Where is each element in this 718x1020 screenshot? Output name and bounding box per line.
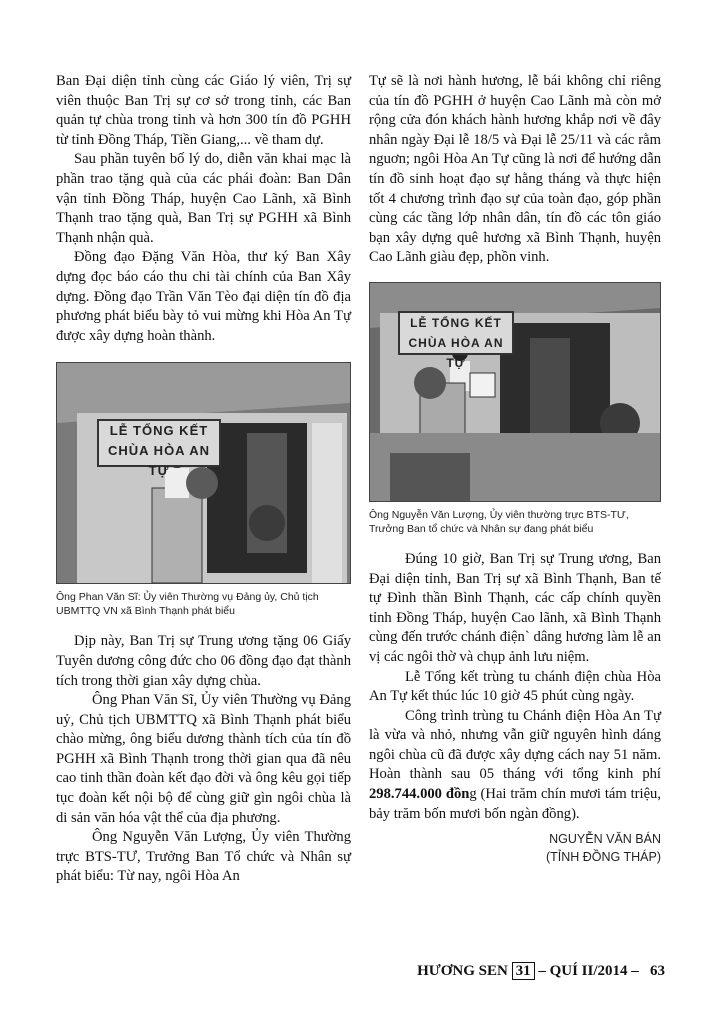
issue-number: 31 [512, 962, 535, 980]
left-column [56, 72, 351, 887]
page-number: 63 [650, 963, 665, 979]
photo-banner: LỄ TỔNG KẾT CHÙA HÒA AN TỰ [398, 311, 514, 355]
photo-caption: Ông Phan Văn Sĩ: Ủy viên Thường vụ Đảng ủy, Chủ tịch UBMTTQ VN xã Bình Thạnh phát biểu [56, 591, 319, 618]
paragraph: Tự sẽ là nơi hành hương, lễ bái không chỉ riêng của tín đồ PGHH ở huyện Cao Lãnh mà còn mở rộng cửa đón khách hành hương khắp nơi về đây nhân ngày Đại lễ 18/5 và Đại lễ 25/11 và các rằm nguơn; ngôi Hòa An Tự cũng là nơi để hướng dẫn tín đồ sinh hoạt đạo sự hằng tháng và thực hiện tốt 4 chương trình đạo sự của toàn đạo, góp phần cùng các tầng lớp nhân dân, tín đồ các tôn giáo bạn xây dựng quê hương xã Bình Thạnh, huyện Cao Lãnh giàu đẹp, phồn vinh. [369, 73, 661, 266]
photo-ceremony-speaker-left [56, 362, 351, 584]
article-signature [369, 830, 661, 866]
paragraph: Ông Phan Văn Sĩ, Ủy viên Thường vụ Đảng uỷ, Chủ tịch UBMTTQ xã Bình Thạnh phát biểu chào mừng, ông biểu dương thành tích của tín đồ PGHH xã Bình Thạnh trong thời gian qua đã nêu cao tinh thần đoàn kết đạo đời và ông kêu gọi tiếp tục đoàn kết nội bộ để cùng giữ gìn ngôi chùa là di sản văn hóa vật thể của địa phương. [56, 692, 351, 826]
issue-quarter: – QUÍ II/2014 – [538, 963, 639, 979]
photo-ceremony-speaker-right [369, 282, 661, 502]
paragraph: Ông Nguyễn Văn Lượng, Ủy viên Thường trực BTS-TƯ, Trưởng Ban Tổ chức và Nhân sự phát biểu: Từ nay, ngôi Hòa An [56, 829, 351, 885]
paragraph: Đúng 10 giờ, Ban Trị sự Trung ương, Ban Đại diện tỉnh, Ban Trị sự xã Bình Thạnh, Ban tế tự Đình thần Bình Thạnh, các cấp chính quyền tỉnh Đồng Tháp, huyện Cao lãnh, xã Bình Thạnh cùng đến trước chánh điện` dâng hương làm lễ an vị các ngôi thờ và chụp ảnh lưu niệm. [369, 550, 661, 665]
paragraph [369, 707, 661, 825]
author-location: (TỈNH ĐỒNG THÁP) [545, 850, 661, 865]
paragraph: Ban Đại diện tỉnh cùng các Giáo lý viên, Trị sự viên thuộc Ban Trị sự cơ sở trong tỉnh, các Ban quản tự chùa trong tỉnh và hơn 300 tín đồ PGHH từ tỉnh Đồng Tháp, Tiền Giang,... về tham dự. [56, 73, 351, 148]
author-name: NGUYỄN VĂN BÁN [549, 832, 661, 847]
paragraph-text: g (Hai trăm chín mươi tám triệu, bảy trăm bốn mươi bốn ngàn đồng). [369, 786, 661, 822]
paragraph: Sau phần tuyên bố lý do, diễn văn khai mạc là phần trao tặng quà của các phái đoàn: Ban Dân vận tỉnh Đồng Tháp, huyện Cao Lãnh, xã Bình Thạnh trao tặng quà, Ban Trị sự PGHH xã Bình Thạnh nhận quà. [56, 151, 351, 246]
photo-banner: LỄ TỔNG KẾT CHÙA HÒA AN TỰ [97, 419, 221, 467]
photo-illustration [57, 363, 350, 583]
paragraph: Đồng đạo Đặng Văn Hòa, thư ký Ban Xây dựng đọc báo cáo thu chi tài chính của Ban Xây dựng. Đồng đạo Trần Văn Tèo đại diện tín đồ địa phương phát biểu bày tỏ vui mừng khi Hòa An Tự được xây dựng hoàn thành. [56, 249, 351, 344]
paragraph: Dịp này, Ban Trị sự Trung ương tặng 06 Giấy Tuyên dương công đức cho 06 đồng đạo đạt thành tích trong thời gian xây dựng chùa. [56, 633, 351, 689]
photo-caption: Ông Nguyễn Văn Lượng, Ủy viên thường trực BTS-TƯ, Trưởng Ban tổ chức và Nhân sự đang phát biểu [369, 508, 629, 535]
magazine-name: HƯƠNG SEN [417, 963, 508, 979]
total-cost: 298.744.000 đồn [369, 786, 470, 803]
page-footer [395, 963, 665, 987]
paragraph: Lễ Tổng kết trùng tu chánh điện chùa Hòa An Tự kết thúc lúc 10 giờ 45 phút cùng ngày. [369, 668, 661, 705]
right-column [369, 72, 661, 866]
paragraph-text: Công trình trùng tu Chánh điện Hòa An Tự là vừa và nhỏ, nhưng vẫn giữ nguyên hình dáng ngôi chùa cũ đã được xây dựng cách nay 51 năm. Hoàn thành sau 05 tháng với tổng kinh phí [369, 707, 661, 783]
